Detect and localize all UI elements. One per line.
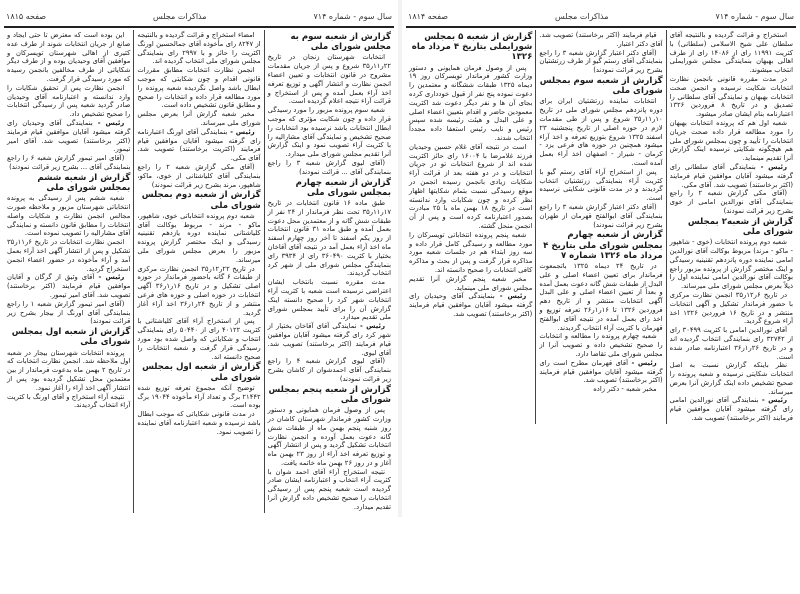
body-paragraph: شعبه سوم پرونده مزبور را مورد رسیدگی قرار داده و چون شکایت مؤثری که موجب ابطال انتخابات باشد نرسیده بود انتخابات را صحیح تشخیص و نمایندگی آقای مشارالیه را با کثریت آراء تصویب نمود و اینک گزارش آنرا تقدیم مجلس شورای ملی میدارد. xyxy=(267,106,391,159)
body-paragraph: شعبه چهارم پرونده را مطالعه و انتخابات را صحیح تشخیص داده و تصویب آنرا از مجلس شورای ملی تقاضا دارد. xyxy=(539,332,663,358)
body-paragraph: (آقای دکتر اعتبار گزارش شعبه ۳ را راجع بنمایندگی آقای رستم گیو از طرف زرتشتیان بشرح زیر قرائت نمودند) xyxy=(539,48,663,75)
body-paragraph: (آقای مکی گزارش شعبه ۲ را راجع بنمایندگی آقای کلیاشتانی از خوی، ماکو، شاهپور، مرند بشرح زیر قرائت نمودند) xyxy=(137,162,261,189)
speaker-paragraph: رئیس - نمایندگی آقای آقاخان بختیار از شهر کرد رای گرفته میشود آقایان موافقین قیام فرمایند (اکثر برخاستند) تصویب شد. آقای لیوی. xyxy=(267,322,391,357)
header-rule xyxy=(4,26,394,28)
publication-title: مذاکرات مجلس xyxy=(153,11,207,21)
speaker-name: رئیس - xyxy=(92,118,125,127)
body-paragraph: این بوده است که معترض تا حتی ایجاد و صانع از جریان انتخابات شوند از طرف عده کثیری از اهالی شهرستان تویسرکان و موافقین آقای وحیدیان بوده و از طرف دیگر شکایاتی از طرف مخالفین بانجمن رسیده که مورد رسیدگی قرار گرفت. xyxy=(7,31,131,83)
body-paragraph: پس از استخراج آراء آقای رستم گیو با کثریت آراء بنمایندگی زرتشتیان انتخاب گردیدند و در مدت قانونی شکایتی نرسیده است. xyxy=(539,167,663,203)
issue-number: سال سوم - شماره ۷۱۴ xyxy=(715,11,794,21)
body-paragraph: شعبه دوم پرونده انتخاباتی خوی، شاهپور، ماکو - مرند - مربوط بوکالت آقای کلیاشتانی نماینده دوره یازدهم تقنینیه رسیدگی و اینک مختصر گزارش پرونده مزبور را بعرض مجلس شورای ملی میرساند. xyxy=(137,211,261,264)
body-paragraph: آقای نورالدین امامی با کثریت ۳۰۴۹۹ رای از ۳۲۷۴۲ رای بنمایندگی انتخاب گردیده اند و در تاریخ ۲۶ر۱ر۳۶ اعتبارنامه صادر شده است. xyxy=(669,326,793,361)
body-paragraph: در مدت مقرره قانونی بانجمن نظارت انتخابات شکایت نرسیده و انجمن صحت انتخابات بهبهان و نمایندگی آقای سلطانی را تصدیق و در تاریخ ۸ فروردین ۱۳۲۶ اعتبارنامه بنام ایشان صادر میشود. xyxy=(669,74,793,119)
body-paragraph: پس از استخراج آراء آقای کلیاشتانی با کثریت ۴۰۱۲۲ رای از ۵۰۴۴۰ رای بنمایندگی انتخاب و شکایاتی که واصل شده بود مورد رسیدگی قرار گرفت و شعبه انتخابات را صحیح دانسته اند. xyxy=(137,317,261,361)
body-paragraph: انجمن نظارت انتخابات در تاریخ ۶ر۱۱ر۳۵ تشکیل و پس از انتشار آگهی اخذ آراء بعمل آمد و آراء مأخوذه در حضور اعضاء انجمن استخراج گردید. xyxy=(7,238,131,273)
section-heading: گزارش از شعبه چهارم بمجلس شورای ملی xyxy=(295,177,391,198)
speaker-paragraph: رئیس - آقای قهرمان مطرح است رای گرفته میشود آقایان موافقین قیام فرمایند (اکثر برخاستند) تصویب شد. xyxy=(539,358,663,385)
speaker-name: رئیس - xyxy=(494,292,527,301)
speaker-name: رئیس - xyxy=(628,358,657,367)
body-paragraph: پس از وصول فرمان همایونی و دستور وزارت کشور فرماندار تویسرکان روز ۱۹ دیماه ۱۳۲۵ طبقات ششگانه و معتمدین را دعوت نموده پنج نفر از قبول خودداری کرده بجای آن ها و نفر دیگر دعوت شد اکثریت معمودین حاضر و اقدام بتعیین اعضاء اصلی و علی البدل و هیئت رئیسه شده سپس رئیس و نایب رئیس استعفا داده مجدداً انتخاب شدند. xyxy=(409,63,533,142)
body-paragraph: در تاریخ ۲۲ر۱۲ر۳۵ انجمن نظارت مرکزی از طبقات ۶ گانه باحضور فرماندار در حوزه اصلی تشکیل و در تاریخ ۱۶ر۱ر۳۶ آگهی انتخابات در حوزه اصلی و حوزه های فرعی منتشر و از تاریخ ۲۴ر۱ر۳۶ اخذ آراء آغاز گردید. xyxy=(137,264,261,317)
text-column xyxy=(666,30,796,424)
body-paragraph: مدت مقرره نسبت بانتخاب ایشان اعتراضی نرسیده است شعبه با کثریت آراء انتخابات شهر کرد را صحیح دانسته اینک گزارش آن را برای تأیید بمجلس شورای ملی تقدیم میدارد. xyxy=(267,278,391,322)
body-paragraph: انجمن نظارت انتخابات مطابق مقررات قانونی اقدام و چون شکایتی که موجب ابطال باشد واصل نگردیده شعبه پرونده را مورد مطالعه قرار داده و انتخابات را صحیح و مطابق قانون تشخیص داده است. xyxy=(137,66,261,110)
left-page xyxy=(0,0,398,517)
body-paragraph: قیام فرمایند (اکثر برخاستند) تصویب شد. آقای دکتر اعتبار. xyxy=(539,31,663,48)
body-paragraph: نتیجه آراء استخراج و آقای اورنگ با کثریت آراء انتخاب گردیدند. xyxy=(7,392,131,410)
text-column xyxy=(4,30,133,513)
page-number: صفحه ۱۸۱۴ xyxy=(408,11,449,21)
issue-number: سال سوم - شماره ۷۱۴ xyxy=(313,11,392,21)
body-paragraph: در تاریخ ۶ر۱۲ر۳۵ انجمن نظارت مرکزی با حضور فرماندار تشکیل و آگهی انتخابات منتشر و در تاریخ ۱۶ فروردین ۱۳۲۶ اخذ آراء شروع گردید. xyxy=(669,290,793,326)
section-heading: گزارش از شعبه۲ بمجلس شورای ملی xyxy=(687,216,793,237)
body-paragraph: انجمن نظارت پس از تحقیق شکایات را وارد ندانسته و اعتبارنامه آقای وحیدیان صادر گردید شعبه پس از رسیدگی انتخابات را صحیح تشخیص داد. xyxy=(7,83,131,119)
body-paragraph: در تاریخ ۲۴ دیماه ۱۳۲۵ باتجمعوت فرماندار برای تعیین اعضاء اصلی و علی البدل از طبقات شش گانه دعوت بعمل آمده و بعداً از تعیین اعضاء اصلی و علی البدل آگهی انتخابات منتشر و از تاریخ دهم فروردین ۱۳۲۶ تا ۱۶ر۱ر۲۶ تعرفه توزیع و اخذ رای بعمل آمده در نتیجه آقای ابوالفتح قهرمان با کثریت آراء انتخاب گردیدند. xyxy=(539,261,663,332)
section-heading: گزارش از شعبه چهارم بمجلس شورای ملی بتاریخ ۴ مرداد ماه ۱۳۲۶ شماره ۷ xyxy=(543,230,663,261)
text-column xyxy=(406,30,535,424)
speaker-name: رئیس - xyxy=(94,273,125,282)
section-heading: گزارش از شعبه سوم بمجلس شورای ملی xyxy=(539,75,663,97)
body-paragraph: (آقای امیر تیمور گزارش شعبه ۶ را راجع بنمایندگی آقای ... بشرح زیر قرائت نمودند) xyxy=(7,154,131,171)
body-paragraph: مخبر شعبه پنجم گزارش آنرا تقدیم مجلس شورای ملی مینماید. xyxy=(409,274,533,292)
speaker-paragraph: رئیس - بنمایندگی آقای اورنگ اعتبارنامه رای گرفته میشود آقایان موافقین قیام فرمایند (اکثریت برخاستند) تصویب شد. آقای مکی. xyxy=(137,127,261,163)
section-heading: گزارش از شعبه سوم به مجلس شورای ملی xyxy=(290,32,391,53)
section-heading: گزارش از شعبه پنجم بمجلس شورای ملی xyxy=(268,384,391,405)
page-header xyxy=(6,6,392,26)
section-heading: گزارش از شعبه اول بمجلس شورای ملی xyxy=(11,327,131,348)
header-rule xyxy=(406,26,796,28)
section-heading: گزارش از شعبه ۵ بمجلس شورایملی بتاریخ ۴ مرداد ماه ۱۳۲۶ xyxy=(411,32,533,63)
speaker-name: رئیس - xyxy=(356,322,385,331)
body-paragraph: امضاء استخراج و قرائت گردیده و بالنتیجه از ۸۲۴۷ رای مأخوذه آقای جمالحسین اورنگ اکثریت را حائز و با ۲۹۹۷ رای بنمایندگی مجلس شورای ملی انتخاب گردیده اند. xyxy=(137,31,261,66)
columns xyxy=(406,30,796,424)
speaker-paragraph: رئیس - آقای وثیق از گرگان و آقایان موافقین قیام فرمایند (اکثر برخاستند) تصویب شد. آقای امیر تیمور. xyxy=(7,273,131,299)
body-paragraph: مخبر شعبه - دکتر زاده xyxy=(593,385,657,394)
section-heading: گزارش از شعبه ششم بمجلس شورای ملی xyxy=(37,172,131,193)
speaker-name: رئیس - xyxy=(227,127,255,136)
body-paragraph: شعبه ششم پس از رسیدگی به پرونده انتخاباتی شهرستان مزبور و ملاحظه صورت مجالس انجمن نظارت و شکایات واصله انتخابات را مطابق قانون دانسته و نمایندگی آقای مشارالیه را تصویب نموده است. xyxy=(7,194,131,238)
body-paragraph: طبق ماده ۱۶ قانون انتخابات در تاریخ ۱۷ر۱۱ر۳۵ تحت نظر فرماندار از ۲۴ نفر از طبقات شش گانه و از معتمدین محل دعوت بعمل آمده و طبق ماده ۳۱ قانون انتخابات از روز یکم اسفند تا آخر روز چهارم اسفند ماه اخذ آراء بعمل آمد در نتیجه آقای آقاخان بختیار با کثریت ۳۶۰۴۹۰ رای از ۳۹۳۴ رای بنمایندگی مجلس شورای ملی از شهر کرد انتخاب گردیدند. xyxy=(267,198,392,278)
body-paragraph: استخراج و قرائت گردیده و بالنتیجه آقای سلطان علی شیخ الاسلامی (سلطانی) با کثریت ۱۱۹۹۱ رای از ۱۴۰۸۶ رای از طرف اهالی بهبهان بنمایندگی مجلس شورایملی انتخاب میشوند. xyxy=(669,31,793,75)
body-paragraph: شعبه پنجم پرونده انتخاباتی تویسرکان را مورد مطالعه و رسیدگی کامل قرار داده و سه روز ابتداء هم در جلسات شعبه مورد مذاکره قرار گرفت و پس از بحث و مذاکره کافی انتخابات را صحیح دانسته اند. xyxy=(409,230,533,274)
body-paragraph: (آقای لیوی گزارش شعبه ۴ را راجع بنمایندگی آقای احمدشوان از کاشان بشرح زیر قرائت نمودند) xyxy=(267,357,391,383)
body-paragraph: (آقای لیوی گزارش شعبه ۳ را راجع بنمایندگی آقای ... قرائت نمودند) xyxy=(267,158,391,176)
body-paragraph: مخبر شعبه گزارش آنرا بعرض مجلس شورای ملی میرساند. xyxy=(137,110,261,127)
body-paragraph: توضیح آنکه مجموع تعرفه توزیع شده ۲۱۴۴۲ برگ و تعداد آراء مأخوذه ۱۹۰۴۴ برگ بوده است. xyxy=(137,383,261,410)
right-page xyxy=(402,0,800,517)
speaker-name: رئیس - xyxy=(755,162,787,171)
body-paragraph: است در نتیجه آقای غلام حسین وحیدیان فرزند غلامرضا با ۱۶۰۰۴ رای حائز اکثریت شده اند از شروع انتخابات تو در جریان انتخابات و در دو هفته بعد از قرائت آراء شکایات زیادی بانجمن رسیده انجمن در موقع رسیدگی نسبت بتمام شکایتها اظهار نظر کرده و چون شکایات وارد ندانسته است در تاریخ ۱۸ بهمن ماه با ۲۵ مبادرت بصدور اعتبارنامه کرده است و پس از آن انجمن منحل گشته. xyxy=(409,142,533,230)
page-number: صفحه ۱۸۱۵ xyxy=(6,11,47,21)
text-column xyxy=(133,30,263,513)
speaker-name: رئیس - xyxy=(758,396,787,405)
body-paragraph: نظر باینکه گزارش نسبت به اصل انتخابات شکایتی نرسیده و شعبه پرونده را صحیح تشخیص داده اینک گزارش آنرا بعرض میرساند. xyxy=(669,361,793,396)
body-paragraph: انتخابات شهرستان زنجان در تاریخ ۲۲ر۱۱ر۳۵ شروع و پس از جریان مقدمات مشروح در قانون انتخابات و تعیین اعضاء انجمن نظارت و انتشار آگهی و توزیع تعرفه اخذ آراء بعمل آمده و پس از استخراج و قرائت آراء نتیجه اعلام گردیده است. xyxy=(267,53,391,106)
text-column xyxy=(535,30,665,424)
section-heading: گزارش از شعبه اول بمجلس شورای ملی xyxy=(142,362,261,383)
body-paragraph: (آقای دکتر اعتبار گزارش شعبه ۳ را راجع بنمایندگی آقای ابوالفتح قهرمان از طهران بشرح زیر قرائت نمودند) xyxy=(539,202,663,229)
speaker-paragraph: رئیس - بنمایندگی آقای وحیدیان رای گرفته میشود آقایان موافقین قیام فرمایند (اکثر برخاستند) تصویب شد. xyxy=(409,292,533,318)
body-paragraph: شعبه دوم پرونده انتخابات (خوی - شاهپور - ماکو - مرند) مربوط بوکالت آقای نورالدین امامی نماینده دوره پانزدهم تقنینیه رسیدگی و اینک مختصر گزارش از پرونده مزبور راجع بوکالت آقای نورالدین امامی نماینده اول را ذیلاً بعرض مجلس شورای ملی میرساند. xyxy=(669,238,793,291)
body-paragraph: (آقای امیر تیمور گزارش شعبه ۱ را راجع بنمایندگی آقای اورنگ از بیجار بشرح زیر قرائت نمودند) xyxy=(7,299,131,326)
text-column xyxy=(264,30,394,513)
speaker-paragraph: رئیس - بنمایندگی آقای وحیدیان رای گرفته میشود آقایان موافقین قیام فرمایند (اکثر برخاستند) تصویب شد. آقای امیر تیمور. xyxy=(7,118,131,154)
body-paragraph: (آقای مکی گزارش شعبه ۲ را راجع بنمایندگی آقای نورالدین امامی از خوی بشرح زیر قرائت نمودند) xyxy=(669,189,793,215)
publication-title: مذاکرات مجلس xyxy=(555,11,609,21)
body-paragraph: پس از وصول فرمان همایونی و دستور وزارت کشور فرماندار شهرستان کاشان در روز شنبه پنجم بهمن ماه از طبقات شش گانه دعوت بعمل آورده و انجمن نظارت انتخابات تشکیل گردید و پس از انتشار آگهی و توزیع تعرفه اخذ آراء از روز ۲۳ بهمن ماه آغاز و در روز ۲۶ بهمن ماه خاتمه یافت. xyxy=(267,406,391,467)
body-paragraph: در مدت قانونی شکایاتی که موجب ابطال باشد نرسیده و شعبه اعتبارنامه آقای نماینده را تصویب نمود. xyxy=(137,410,261,436)
body-paragraph: انتخابات نماینده زرتشتیان ایران برای دوره پانزدهم مجلس شورای ملی در تاریخ ۱۰ر۱۱ر۳۵ شروع و پس از طی مقدمات لازم در حوزه اصلی از تاریخ پنجشنبه ۲۳ اسفند ۱۳۲۵ شروع بتوزیع تعرفه و اخذ آراء میشود همچنین در حوزه های فرعی یزد - کرمان - شیراز - اصفهان اخذ آراء بعمل آمده است. xyxy=(539,97,663,167)
speaker-paragraph: رئیس - بنمایندگی آقای سلطانی رای گرفته میشود آقایان موافقین قیام فرمایند (اکثر برخاستند) تصویب شد. آقای مکی. xyxy=(669,162,793,189)
body-paragraph: شعبه اول هم که پرونده انتخابات بهبهان را مورد مطالعه قرار داده صحت جریان انتخابات را تأیید و چون بمجلس شورای ملی هم هیچگونه شکایتی نرسیده اینک گزارش آنرا تقدیم مینماید. xyxy=(669,118,793,163)
columns xyxy=(4,30,394,513)
speaker-paragraph: رئیس - بنمایندگی آقای نورالدین امامی رای گرفته میشود آقایان موافقین قیام فرمایند (اکثر برخاستند) تصویب شد. xyxy=(669,396,793,423)
body-paragraph: پرونده انتخابات شهرستان بیجار در شعبه اول ملاحظه شد. انجمن نظارت انتخابات که در تاریخ ۲ بهمن ماه بدعوت فرماندار از بین معتمدین محل تشکیل گردیده بود پس از انتشار آگهی اخذ آراء را آغاز نمود. xyxy=(7,348,131,392)
body-paragraph: نتیجه استخراج آراء آقای احمد شوان با کثریت آراء انتخاب و اعتبارنامه ایشان صادر گردیده است شعبه پنجم پس از رسیدگی انتخابات را صحیح تشخیص داده گزارش آنرا تقدیم میدارد. xyxy=(267,467,391,511)
section-heading: گزارش از شعبه دوم بمجلس شورای ملی xyxy=(141,190,261,211)
page-header xyxy=(408,6,794,26)
